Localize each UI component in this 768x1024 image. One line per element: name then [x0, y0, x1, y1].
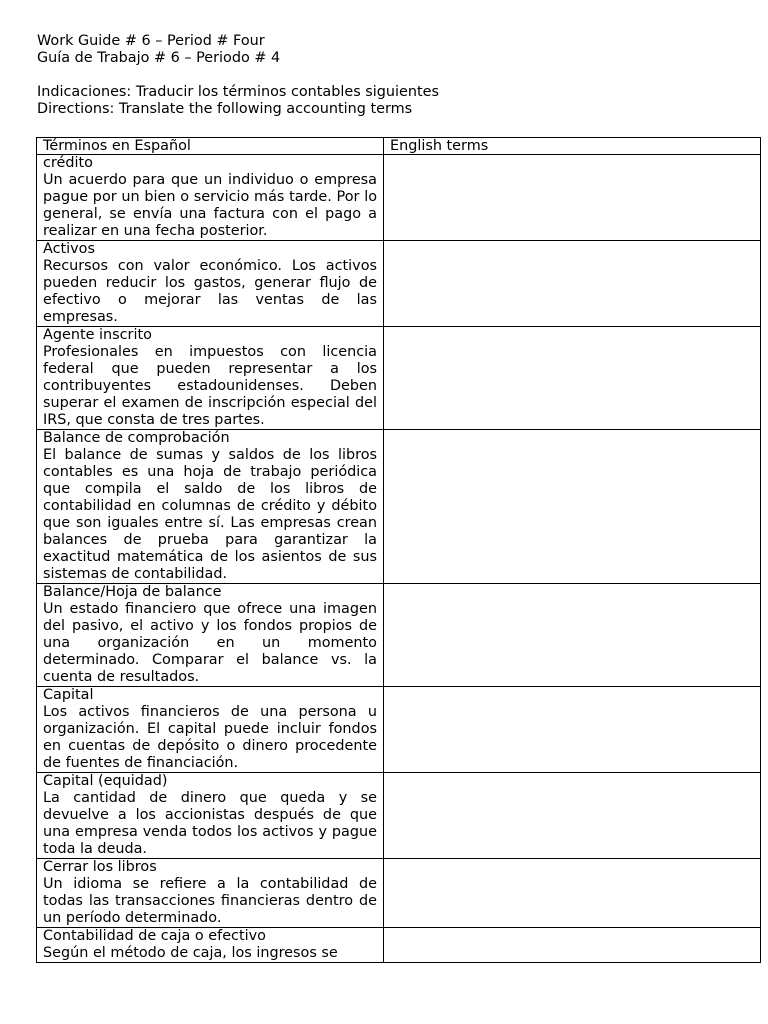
spanish-cell [37, 773, 384, 859]
indications-spanish: Indicaciones: Traducir los términos contables siguientes [37, 84, 440, 100]
term-definition: Profesionales en impuestos con licencia federal que pueden representar a los contribuyentes estadounidenses. Deben superar el examen de inscripción especial del IRS, que consta de tres partes. [43, 344, 377, 428]
term-definition: Un idioma se refiere a la contabilidad de todas las transacciones financieras dentro de un período determinado. [43, 876, 377, 926]
term-label: Capital (equidad) [43, 773, 168, 789]
table-row [37, 584, 761, 687]
english-answer-cell[interactable] [384, 584, 761, 687]
table-row [37, 928, 761, 963]
term-label: Capital [43, 687, 94, 703]
document-header [37, 33, 737, 118]
table-row [37, 155, 761, 241]
spanish-cell [37, 155, 384, 241]
english-answer-cell[interactable] [384, 241, 761, 327]
term-label: Cerrar los libros [43, 859, 157, 875]
table-row [37, 327, 761, 430]
term-definition: El balance de sumas y saldos de los libros contables es una hoja de trabajo periódica que compila el saldo de los libros de contabilidad en columnas de crédito y débito que son iguales entre sí. Las empresas crean balances de prueba para garantizar la exactitud matemática de los asientos de sus sistemas de contabilidad. [43, 447, 377, 582]
spanish-cell [37, 327, 384, 430]
terms-table [36, 137, 761, 963]
title-english: Work Guide # 6 – Period # Four [37, 33, 265, 49]
term-label: Balance/Hoja de balance [43, 584, 222, 600]
english-answer-cell[interactable] [384, 430, 761, 584]
spanish-cell [37, 859, 384, 928]
term-label: Activos [43, 241, 95, 257]
spanish-cell [37, 241, 384, 327]
column-header-spanish: Términos en Español [37, 138, 384, 155]
table-row [37, 859, 761, 928]
spanish-cell [37, 928, 384, 963]
spanish-cell [37, 584, 384, 687]
english-answer-cell[interactable] [384, 155, 761, 241]
table-row [37, 241, 761, 327]
english-answer-cell[interactable] [384, 327, 761, 430]
term-label: crédito [43, 155, 93, 171]
term-definition: Recursos con valor económico. Los activos pueden reducir los gastos, generar flujo de efectivo o mejorar las ventas de las empresas. [43, 258, 377, 325]
table-row [37, 687, 761, 773]
english-answer-cell[interactable] [384, 859, 761, 928]
table-row [37, 773, 761, 859]
english-answer-cell[interactable] [384, 687, 761, 773]
term-label: Agente inscrito [43, 327, 152, 343]
spanish-cell [37, 430, 384, 584]
table-header-row [37, 138, 761, 155]
column-header-english: English terms [384, 138, 761, 155]
title-spanish: Guía de Trabajo # 6 – Periodo # 4 [37, 50, 281, 66]
english-answer-cell[interactable] [384, 773, 761, 859]
spanish-cell [37, 687, 384, 773]
term-definition: Un acuerdo para que un individuo o empresa pague por un bien o servicio más tarde. Por lo general, se envía una factura con el pago a realizar en una fecha posterior. [43, 172, 377, 239]
english-answer-cell[interactable] [384, 928, 761, 963]
header-spacer [37, 67, 737, 84]
term-definition: Los activos financieros de una persona u organización. El capital puede incluir fondos en cuentas de depósito o dinero procedente de fuentes de financiación. [43, 704, 377, 771]
term-definition: La cantidad de dinero que queda y se devuelve a los accionistas después de que una empresa venda todos los activos y pague toda la deuda. [43, 790, 377, 857]
term-label: Contabilidad de caja o efectivo [43, 928, 266, 944]
table-row [37, 430, 761, 584]
directions-english: Directions: Translate the following accounting terms [37, 101, 413, 117]
term-label: Balance de comprobación [43, 430, 230, 446]
term-definition: Un estado financiero que ofrece una imagen del pasivo, el activo y los fondos propios de una organización en un momento determinado. Comparar el balance vs. la cuenta de resultados. [43, 601, 377, 685]
term-definition: Según el método de caja, los ingresos se [43, 945, 338, 961]
